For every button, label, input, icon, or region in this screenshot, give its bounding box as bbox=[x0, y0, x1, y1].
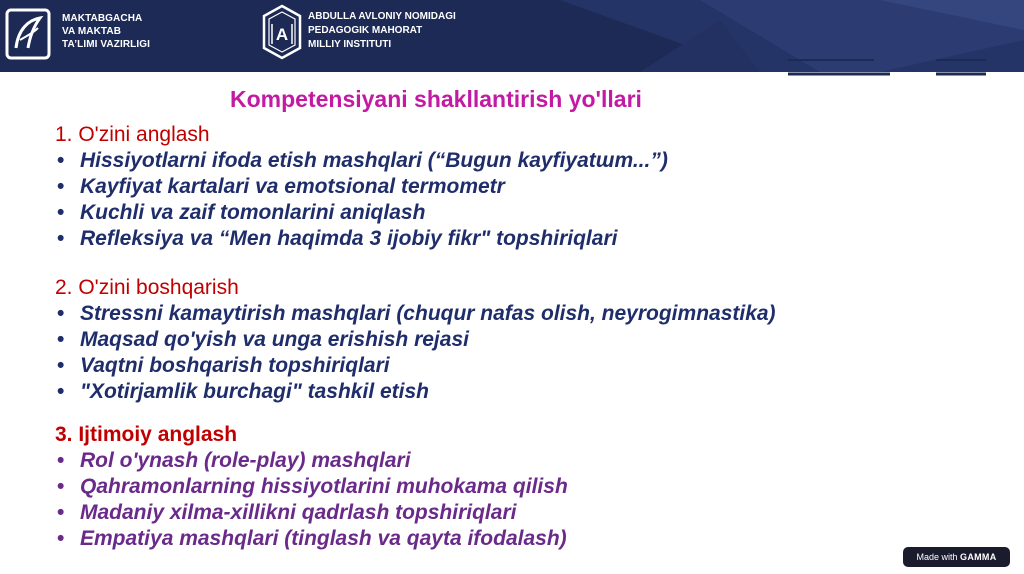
ministry-name-line: VA MAKTAB bbox=[62, 26, 122, 37]
bullet: • bbox=[57, 354, 65, 377]
section-self-management bbox=[55, 274, 776, 405]
institute-logo-icon bbox=[262, 4, 302, 60]
list-item bbox=[55, 174, 668, 200]
list-item-text: Kuchli va zaif tomonlarini aniqlash bbox=[80, 201, 426, 224]
list-item-text: Hissiyotlarni ifoda etish mashqlari (“Bugun kayfiyatшт...”) bbox=[80, 149, 668, 172]
bullet: • bbox=[57, 475, 65, 498]
list-item-text: Vaqtni boshqarish topshiriqlari bbox=[80, 354, 390, 377]
bullet: • bbox=[57, 227, 65, 250]
list-item-text: "Xotirjamlik burchagi" tashkil etish bbox=[80, 380, 430, 403]
badge-brand: GAMMA bbox=[960, 552, 997, 562]
bullet: • bbox=[57, 149, 65, 172]
section-list bbox=[55, 148, 668, 252]
list-item-text: Rol o'ynash (role-play) mashqlari bbox=[80, 449, 411, 472]
institute-name-line: PEDAGOGIK MAHORAT bbox=[308, 25, 423, 36]
section-heading: 3. Ijtimoiy anglash bbox=[55, 423, 238, 446]
ministry-name-line: MAKTABGACHA bbox=[62, 13, 143, 24]
bullet: • bbox=[57, 527, 65, 550]
list-item bbox=[55, 379, 776, 405]
section-heading: 1. O'zini anglash bbox=[55, 123, 210, 146]
bullet: • bbox=[57, 501, 65, 524]
decorative-lines bbox=[786, 58, 996, 80]
bullet: • bbox=[57, 175, 65, 198]
section-list bbox=[55, 301, 776, 405]
ministry-name bbox=[62, 12, 150, 51]
institute-name-line: MILLIY INSTITUTI bbox=[308, 39, 392, 50]
ministry-logo-icon bbox=[4, 6, 52, 62]
bullet: • bbox=[57, 302, 65, 325]
bullet: • bbox=[57, 380, 65, 403]
list-item bbox=[55, 327, 776, 353]
list-item bbox=[55, 474, 568, 500]
list-item-text: Qahramonlarning hissiyotlarini muhokama qilish bbox=[80, 475, 568, 498]
list-item-text: Kayfiyat kartalari va emotsional termometr bbox=[80, 175, 505, 198]
list-item bbox=[55, 301, 776, 327]
made-with-gamma-badge[interactable] bbox=[903, 547, 1010, 567]
list-item bbox=[55, 353, 776, 379]
list-item-text: Refleksiya va “Men haqimda 3 ijobiy fikr" topshiriqlari bbox=[80, 227, 618, 250]
bullet: • bbox=[57, 328, 65, 351]
list-item-text: Empatiya mashqlari (tinglash va qayta ifodalash) bbox=[80, 527, 567, 550]
institute-logo-letter: A bbox=[275, 25, 289, 44]
list-item bbox=[55, 226, 668, 252]
list-item bbox=[55, 448, 568, 474]
ministry-name-line: TA’LIMI VAZIRLIGI bbox=[62, 39, 150, 50]
list-item bbox=[55, 500, 568, 526]
list-item-text: Stressni kamaytirish mashqlari (chuqur nafas olish, neyrogimnastika) bbox=[80, 302, 776, 325]
institute-name bbox=[308, 10, 456, 52]
list-item-text: Maqsad qo'yish va unga erishish rejasi bbox=[80, 328, 469, 351]
list-item bbox=[55, 148, 668, 174]
institute-name-line: ABDULLA AVLONIY NOMIDAGI bbox=[308, 11, 456, 22]
section-social-awareness bbox=[55, 421, 568, 552]
slide-title: Kompetensiyani shakllantirish yo'llari bbox=[230, 86, 642, 112]
bullet: • bbox=[57, 201, 65, 224]
section-self-awareness bbox=[55, 121, 668, 252]
list-item bbox=[55, 526, 568, 552]
list-item bbox=[55, 200, 668, 226]
list-item-text: Madaniy xilma-xillikni qadrlash topshiriqlari bbox=[80, 501, 517, 524]
bullet: • bbox=[57, 449, 65, 472]
section-heading: 2. O'zini boshqarish bbox=[55, 276, 239, 299]
badge-prefix: Made with bbox=[916, 552, 958, 562]
section-list bbox=[55, 448, 568, 552]
